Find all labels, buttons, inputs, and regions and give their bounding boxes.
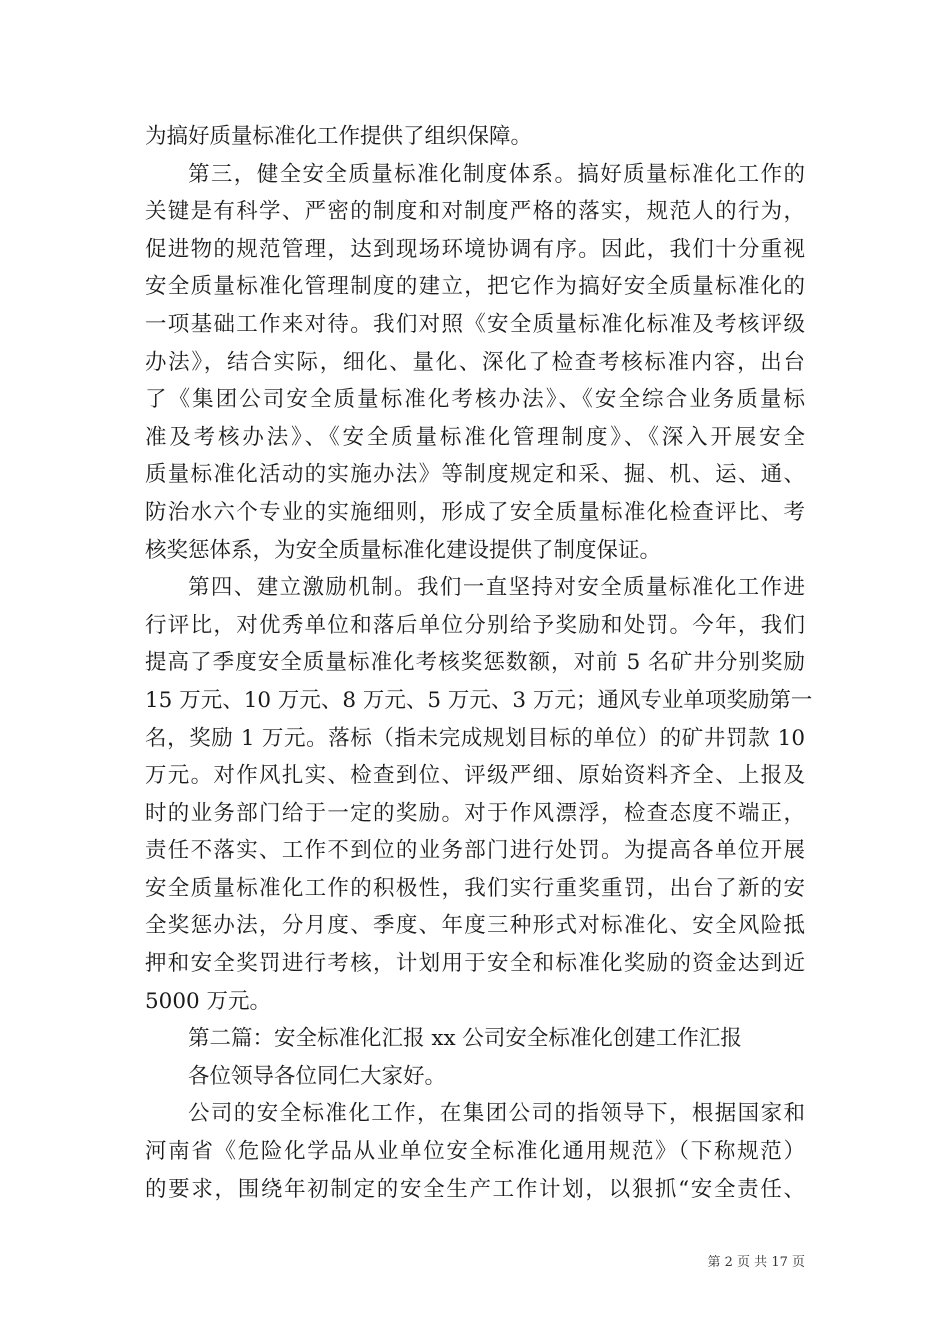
text-line-19: 时的业务部门给于一定的奖励。对于作风漂浮，检查态度不端正， bbox=[145, 800, 805, 826]
text-line-10: 质量标准化活动的实施办法》等制度规定和采、掘、机、运、通、 bbox=[145, 462, 805, 488]
text-line-5: 安全质量标准化管理制度的建立，把它作为搞好安全质量标准化的 bbox=[145, 274, 805, 300]
text-line-18: 万元。对作风扎实、检查到位、评级严细、原始资料齐全、上报及 bbox=[145, 763, 805, 789]
text-line-4: 促进物的规范管理，达到现场环境协调有序。因此，我们十分重视 bbox=[145, 236, 805, 262]
text-line-21: 安全质量标准化工作的积极性，我们实行重奖重罚，出台了新的安 bbox=[145, 875, 805, 901]
text-line-7: 办法》，结合实际，细化、量化、深化了检查考核标准内容，出台 bbox=[145, 349, 805, 375]
text-line-22: 全奖惩办法，分月度、季度、年度三种形式对标准化、安全风险抵 bbox=[145, 913, 805, 939]
text-line-12: 核奖惩体系，为安全质量标准化建设提供了制度保证。 bbox=[145, 537, 662, 563]
text-line-13: 第四、建立激励机制。我们一直坚持对安全质量标准化工作进 bbox=[188, 575, 805, 601]
text-line-8: 了《集团公司安全质量标准化考核办法》、《安全综合业务质量标 bbox=[145, 387, 805, 413]
page-number-footer: 第 2 页 共 17 页 bbox=[707, 1255, 805, 1270]
text-line-28: 河南省《危险化学品从业单位安全标准化通用规范》（下称规范） bbox=[145, 1139, 805, 1165]
text-line-20: 责任不落实、工作不到位的业务部门进行处罚。为提高各单位开展 bbox=[145, 838, 805, 864]
text-line-27: 公司的安全标准化工作，在集团公司的指领导下，根据国家和 bbox=[188, 1101, 805, 1127]
text-line-6: 一项基础工作来对待。我们对照《安全质量标准化标准及考核评级 bbox=[145, 311, 805, 337]
text-line-16: 15 万元、10 万元、8 万元、5 万元、3 万元；通风专业单项奖励第一 bbox=[145, 687, 813, 713]
document-body bbox=[145, 118, 813, 1208]
section-heading: 第二篇：安全标准化汇报 xx 公司安全标准化创建工作汇报 bbox=[188, 1026, 742, 1052]
text-line-17: 名，奖励 1 万元。落标（指未完成规划目标的单位）的矿井罚款 10 bbox=[145, 725, 805, 751]
greeting-line: 各位领导各位同仁大家好。 bbox=[188, 1063, 447, 1089]
text-line-2: 第三，健全安全质量标准化制度体系。搞好质量标准化工作的 bbox=[188, 161, 805, 187]
text-line-11: 防治水六个专业的实施细则，形成了安全质量标准化检查评比、考 bbox=[145, 499, 805, 525]
text-line-15: 提高了季度安全质量标准化考核奖惩数额，对前 5 名矿井分别奖励 bbox=[145, 650, 805, 676]
text-line-9: 准及考核办法》、《安全质量标准化管理制度》、《深入开展安全 bbox=[145, 424, 805, 450]
text-line-14: 行评比，对优秀单位和落后单位分别给予奖励和处罚。今年，我们 bbox=[145, 612, 805, 638]
text-line-24: 5000 万元。 bbox=[145, 988, 272, 1014]
text-line-3: 关键是有科学、严密的制度和对制度严格的落实，规范人的行为， bbox=[145, 199, 805, 225]
text-line-1: 为搞好质量标准化工作提供了组织保障。 bbox=[145, 124, 533, 149]
text-line-23: 押和安全奖罚进行考核，计划用于安全和标准化奖励的资金达到近 bbox=[145, 951, 805, 977]
text-line-29: 的要求，围绕年初制定的安全生产工作计划，以狠抓“安全责任、 bbox=[145, 1176, 805, 1202]
